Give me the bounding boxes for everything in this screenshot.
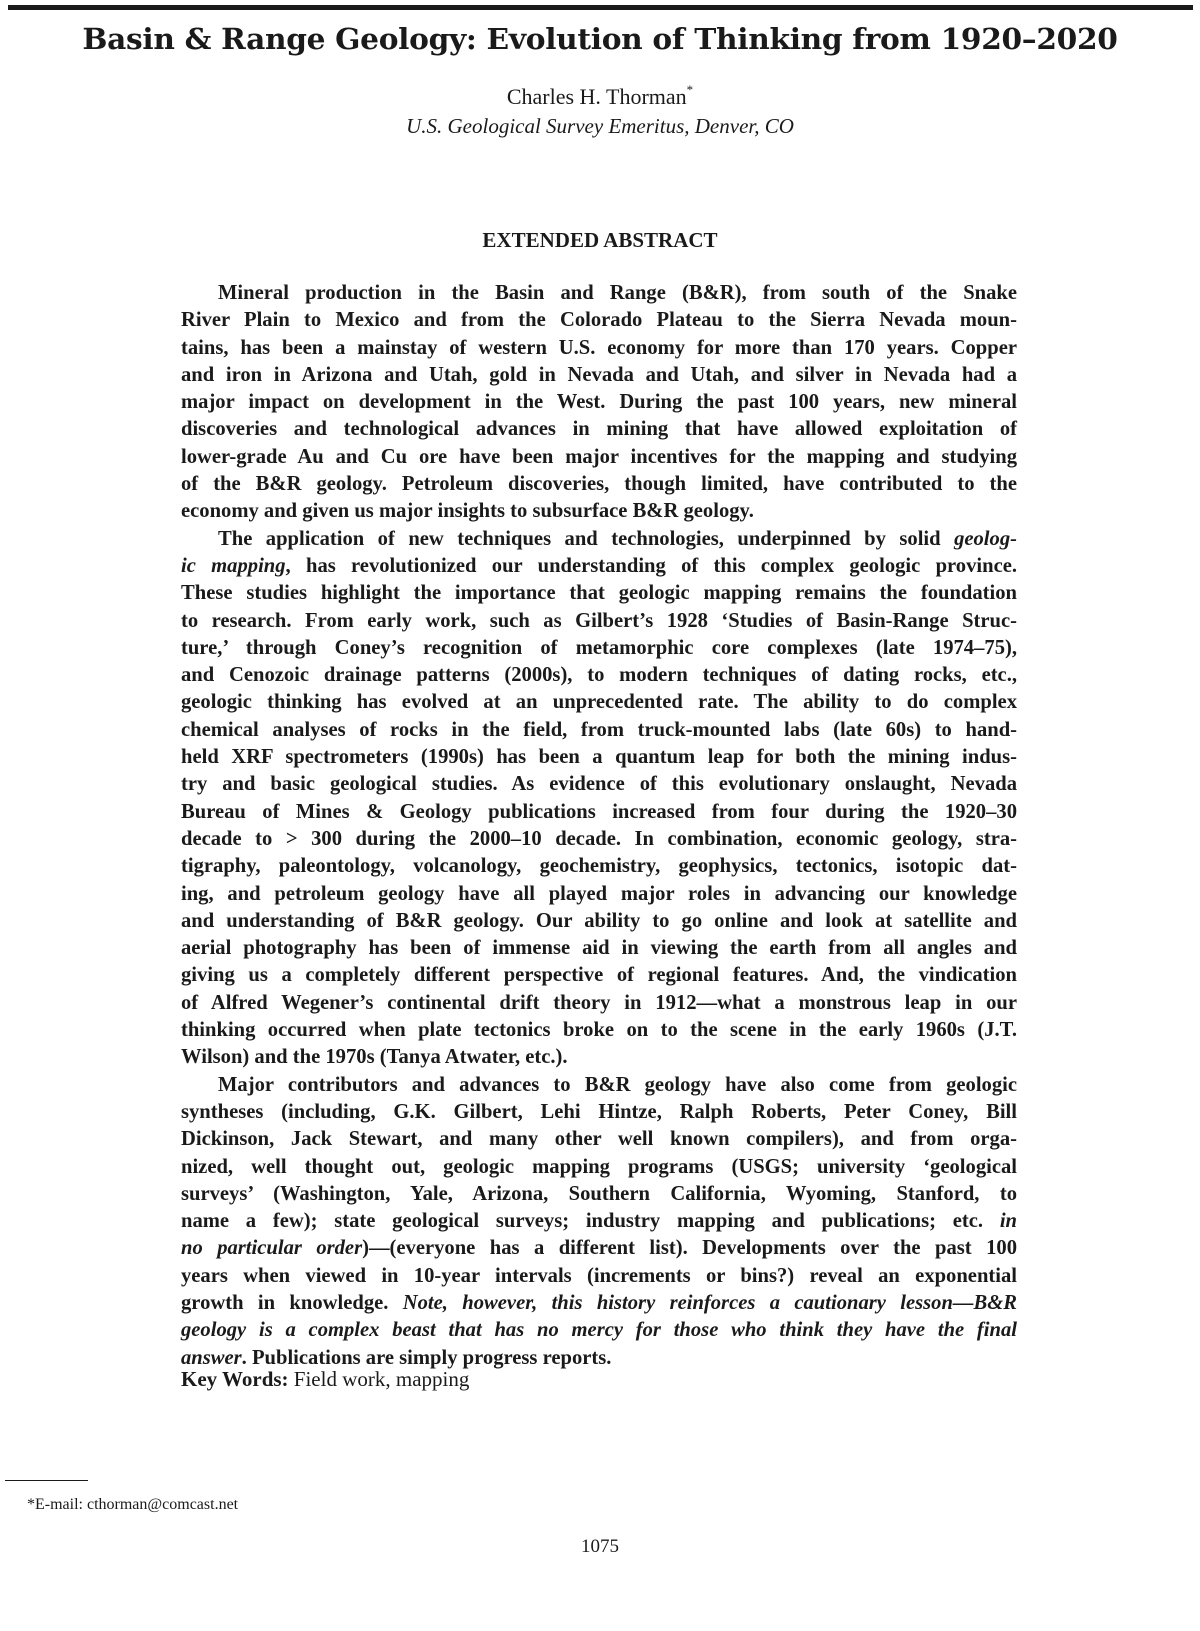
text-run: Bureau of Mines & Geology publications increased from four during the 1920–30	[181, 800, 1017, 823]
text-line	[181, 1290, 1017, 1317]
author-footnote-mark: *	[686, 82, 694, 97]
text-line	[181, 935, 1017, 962]
text-line	[181, 1263, 1017, 1290]
italic-text: Note, however, this history reinforces a cautionary lesson—B&R	[402, 1291, 1017, 1314]
text-line	[181, 280, 1017, 307]
text-run: ing, and petroleum geology have all played major roles in advancing our knowledge	[181, 882, 1017, 905]
text-line	[181, 635, 1017, 662]
text-line	[181, 826, 1017, 853]
text-line	[181, 744, 1017, 771]
abstract-paragraph	[181, 280, 1017, 526]
text-run: lower-grade Au and Cu ore have been major incentives for the mapping and studying	[181, 445, 1017, 468]
text-line	[181, 1017, 1017, 1044]
text-line	[181, 1044, 1017, 1071]
keywords-value: Field work, mapping	[288, 1367, 470, 1391]
text-run: try and basic geological studies. As evidence of this evolutionary onslaught, Nevada	[181, 773, 1017, 796]
author-affiliation: U.S. Geological Survey Emeritus, Denver, CO	[406, 114, 794, 138]
text-line	[181, 799, 1017, 826]
author-line	[0, 84, 1200, 110]
text-line	[181, 362, 1017, 389]
text-line	[181, 1126, 1017, 1153]
paper-title: Basin & Range Geology: Evolution of Thinking from 1920–2020	[82, 22, 1118, 56]
italic-text: in	[999, 1210, 1017, 1233]
text-run: tigraphy, paleontology, volcanology, geochemistry, geophysics, tectonics, isotopic dat-	[181, 855, 1017, 878]
text-line	[181, 771, 1017, 798]
text-line	[181, 1154, 1017, 1181]
text-run: geologic thinking has evolved at an unprecedented rate. The ability to do complex	[181, 691, 1017, 714]
text-run: and understanding of B&R geology. Our ability to go online and look at satellite and	[181, 909, 1017, 932]
text-line	[181, 1317, 1017, 1344]
abstract-paragraph	[181, 1072, 1017, 1372]
author-name: Charles H. Thorman	[506, 84, 687, 109]
text-line	[181, 1072, 1017, 1099]
text-run: , has revolutionized our understanding of this complex geologic province.	[285, 554, 1017, 577]
text-line	[181, 962, 1017, 989]
text-run: years when viewed in 10-year intervals (increments or bins?) reveal an exponential	[181, 1264, 1017, 1287]
text-run: These studies highlight the importance that geologic mapping remains the foundation	[181, 582, 1017, 605]
text-line	[181, 526, 1017, 553]
text-line	[181, 1208, 1017, 1235]
keywords	[181, 1367, 469, 1392]
text-line	[181, 389, 1017, 416]
text-line	[181, 553, 1017, 580]
text-line	[181, 1181, 1017, 1208]
text-run: surveys’ (Washington, Yale, Arizona, Southern California, Wyoming, Stanford, to	[181, 1182, 1017, 1205]
text-run: nized, well thought out, geologic mapping programs (USGS; university ‘geological	[181, 1155, 1017, 1178]
text-run: growth in knowledge.	[181, 1291, 403, 1314]
text-line	[181, 717, 1017, 744]
text-run: )—(everyone has a different list). Developments over the past 100	[362, 1237, 1017, 1260]
text-run: The application of new techniques and technologies, underpinned by solid	[218, 527, 955, 550]
text-line	[181, 881, 1017, 908]
text-run: syntheses (including, G.K. Gilbert, Lehi Hintze, Ralph Roberts, Peter Coney, Bill	[181, 1100, 1017, 1123]
footnote-email: *E-mail: cthorman@comcast.net	[27, 1496, 239, 1513]
text-line	[181, 689, 1017, 716]
text-line	[181, 444, 1017, 471]
text-run: of Alfred Wegener’s continental drift theory in 1912—what a monstrous leap in our	[181, 991, 1017, 1014]
italic-text: no particular order	[181, 1237, 363, 1260]
text-run: held XRF spectrometers (1990s) has been a quantum leap for both the mining indus-	[181, 746, 1017, 769]
italic-text: geolog-	[954, 527, 1017, 550]
text-line	[181, 853, 1017, 880]
italic-text: answer	[181, 1346, 242, 1369]
text-run: name a few); state geological surveys; industry mapping and publications; etc.	[181, 1210, 1000, 1233]
text-line	[181, 608, 1017, 635]
text-run: aerial photography has been of immense aid in viewing the earth from all angles and	[181, 937, 1017, 960]
text-run: tains, has been a mainstay of western U.S. economy for more than 170 years. Copper	[181, 336, 1017, 359]
text-run: and iron in Arizona and Utah, gold in Nevada and Utah, and silver in Nevada had a	[181, 363, 1017, 386]
footnote-rule	[5, 1480, 88, 1481]
text-line	[181, 307, 1017, 334]
text-run: and Cenozoic drainage patterns (2000s), to modern techniques of dating rocks, etc.,	[181, 664, 1017, 687]
text-run: chemical analyses of rocks in the field, from truck-mounted labs (late 60s) to hand-	[181, 718, 1017, 741]
italic-text: ic mapping	[181, 554, 286, 577]
text-run: Wilson) and the 1970s (Tanya Atwater, etc.).	[181, 1046, 568, 1069]
top-rule	[8, 5, 1193, 10]
text-line	[181, 662, 1017, 689]
text-run: Mineral production in the Basin and Range (B&R), from south of the Snake	[218, 282, 1017, 304]
text-run: major impact on development in the West. During the past 100 years, new mineral	[181, 391, 1017, 414]
text-line	[181, 990, 1017, 1017]
text-run: to research. From early work, such as Gilbert’s 1928 ‘Studies of Basin-Range Struc-	[181, 609, 1017, 632]
text-run: Dickinson, Jack Stewart, and many other well known compilers), and from orga-	[181, 1128, 1017, 1151]
keywords-label: Key Words:	[181, 1367, 289, 1391]
text-run: ture,’ through Coney’s recognition of metamorphic core complexes (late 1974–75),	[181, 636, 1017, 659]
text-line	[181, 1235, 1017, 1262]
text-line	[181, 471, 1017, 498]
abstract-paragraph	[181, 526, 1017, 1072]
text-run: thinking occurred when plate tectonics broke on to the scene in the early 1960s (J.T.	[181, 1019, 1017, 1042]
text-line	[181, 580, 1017, 607]
text-line	[181, 1099, 1017, 1126]
text-run: Major contributors and advances to B&R geology have also come from geologic	[218, 1073, 1017, 1096]
text-run: discoveries and technological advances in mining that have allowed exploitation of	[181, 418, 1017, 441]
text-run: River Plain to Mexico and from the Colorado Plateau to the Sierra Nevada moun-	[181, 309, 1017, 332]
text-line	[181, 416, 1017, 443]
text-run: decade to > 300 during the 2000–10 decade. In combination, economic geology, stra-	[181, 827, 1017, 850]
text-line	[181, 335, 1017, 362]
abstract-body	[181, 280, 1017, 1372]
text-run: giving us a completely different perspective of regional features. And, the vindication	[181, 964, 1017, 987]
italic-text: geology is a complex beast that has no mercy for those who think they have the final	[181, 1319, 1017, 1342]
page-number: 1075	[581, 1536, 619, 1557]
abstract-heading: EXTENDED ABSTRACT	[482, 228, 718, 252]
text-run: economy and given us major insights to subsurface B&R geology.	[181, 500, 754, 523]
text-run: of the B&R geology. Petroleum discoveries, though limited, have contributed to the	[181, 473, 1017, 496]
text-run: . Publications are simply progress reports.	[241, 1346, 612, 1369]
text-line	[181, 908, 1017, 935]
text-line	[181, 498, 1017, 525]
